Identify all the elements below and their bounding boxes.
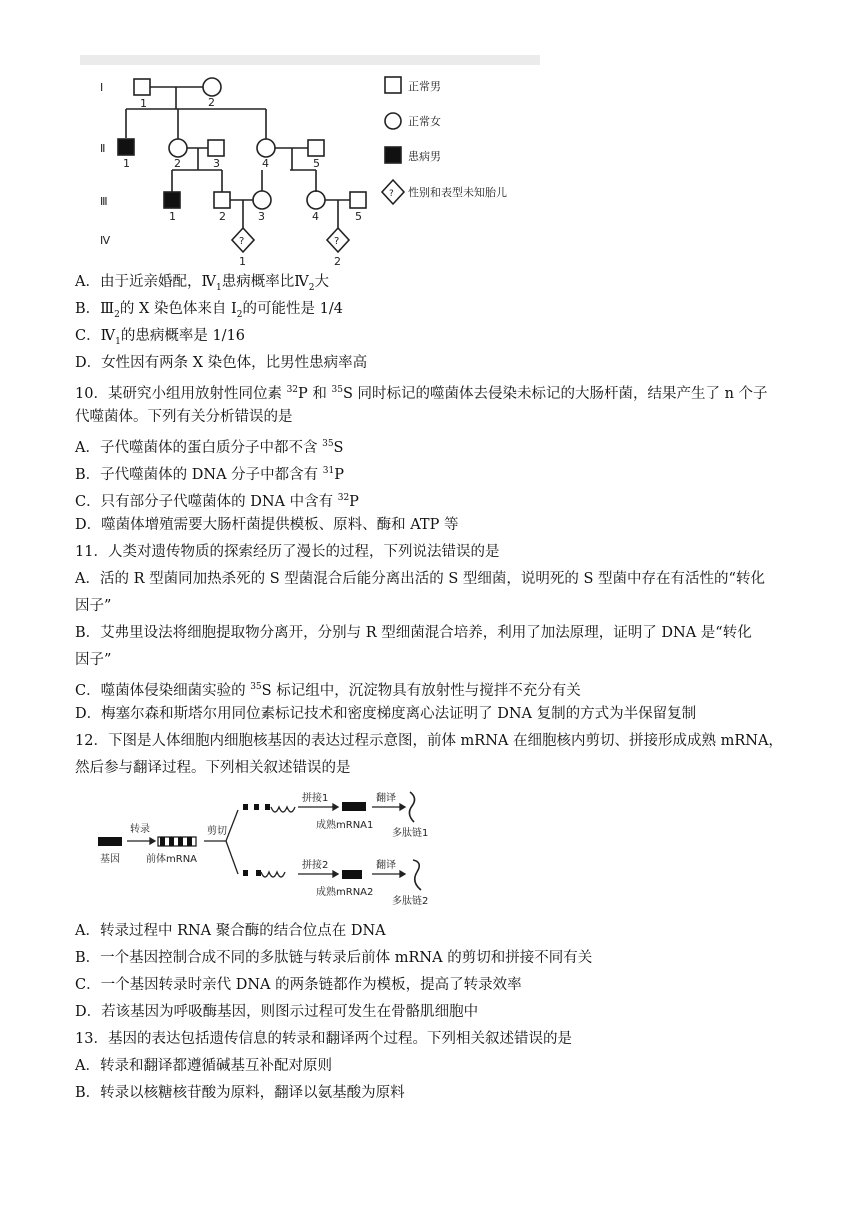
q12-stem-line2: 然后参与翻译过程。下列相关叙述错误的是	[75, 760, 351, 776]
ind-iv2: 2	[334, 255, 341, 268]
q13-option-b: B．转录以核糖核苷酸为原料，翻译以氨基酸为原料	[75, 1085, 405, 1101]
label-pre-mrna: 前体mRNA	[146, 854, 198, 865]
ind-iii1: 1	[169, 210, 176, 223]
q11-option-d: D．梅塞尔森和斯塔尔用同位素标记技术和密度梯度离心法证明了 DNA 复制的方式为半保留复制	[75, 706, 697, 722]
label-cut: 剪切	[207, 826, 227, 837]
ind-i2: 2	[208, 96, 215, 109]
q9-option-a: A．由于近亲婚配，$Ⅳ_1$患病概率比$Ⅳ_2$大	[75, 274, 329, 293]
q11-option-c: C．噬菌体侵染细菌实验的 $^{35}$S 标记组中，沉淀物具有放射性与搅拌不充分有关	[75, 682, 581, 699]
q12-option-d: D．若该基因为呼吸酶基因，则图示过程可发生在骨骼肌细胞中	[75, 1004, 479, 1020]
q12-option-c: C．一个基因转录时亲代 DNA 的两条链都作为模板，提高了转录效率	[75, 977, 522, 993]
gene-expression-diagram	[80, 782, 460, 912]
ind-ii4: 4	[262, 157, 269, 170]
q12-stem-line1: 12．下图是人体细胞内细胞核基因的表达过程示意图，前体 mRNA 在细胞核内剪切、拼接形成成熟 mRNA，	[75, 733, 783, 749]
fetus-mark-1: ?	[239, 236, 245, 247]
label-translate-1: 翻译	[376, 793, 396, 804]
ind-iii3: 3	[258, 210, 265, 223]
q11-option-a-line2: 因子”	[75, 598, 112, 614]
label-splice-1: 拼接1	[302, 793, 329, 804]
legend-affected-male: 患病男	[408, 150, 441, 163]
q10-stem: 10．某研究小组用放射性同位素 $^{32}$P 和 $^{35}$S 同时标记的噬菌体去侵染未标记的大肠杆菌，结果产生了 n 个子	[75, 385, 768, 402]
ind-iii2: 2	[219, 210, 226, 223]
q10-stem-line2: 代噬菌体。下列有关分析错误的是	[75, 409, 293, 425]
q10-option-d: D．噬菌体增殖需要大肠杆菌提供模板、原料、酶和 ATP 等	[75, 517, 459, 533]
gen-label-1: Ⅰ	[100, 81, 104, 94]
ind-ii1: 1	[123, 157, 130, 170]
fetus-mark-2: ?	[334, 236, 340, 247]
label-splice-2: 拼接2	[302, 860, 329, 871]
legend-fetus: 性别和表型未知胎儿	[408, 186, 507, 199]
ind-ii3: 3	[213, 157, 220, 170]
label-mature-mrna-2: 成熟mRNA2	[316, 887, 374, 898]
q12-option-b: B．一个基因控制合成不同的多肽链与转录后前体 mRNA 的剪切和拼接不同有关	[75, 950, 593, 966]
q10-option-b: B．子代噬菌体的 DNA 分子中都含有 $^{31}$P	[75, 466, 344, 483]
q10-option-c: C．只有部分子代噬菌体的 DNA 中含有 $^{32}$P	[75, 493, 359, 510]
q12-option-a: A．转录过程中 RNA 聚合酶的结合位点在 DNA	[75, 923, 386, 939]
ind-ii2: 2	[174, 157, 181, 170]
legend-fetus-mark: ?	[389, 189, 394, 199]
pedigree-chart	[80, 55, 540, 270]
label-gene: 基因	[100, 854, 120, 865]
q11-option-a-line1: A．活的 R 型菌同加热杀死的 S 型菌混合后能分离出活的 S 型细菌，说明死的 S 型菌中存在有活性的“转化	[75, 571, 765, 587]
ind-ii5: 5	[313, 157, 320, 170]
legend-normal-male: 正常男	[408, 80, 441, 93]
label-mature-mrna-1: 成熟mRNA1	[316, 820, 374, 831]
q13-option-a: A．转录和翻译都遵循碱基互补配对原则	[75, 1058, 332, 1074]
ind-i1: 1	[140, 97, 147, 110]
q11-stem: 11．人类对遗传物质的探索经历了漫长的过程，下列说法错误的是	[75, 544, 500, 560]
ind-iv1: 1	[239, 255, 246, 268]
label-transcribe: 转录	[130, 824, 150, 835]
q11-option-b-line2: 因子”	[75, 652, 112, 668]
gen-label-4: Ⅳ	[100, 234, 111, 247]
gen-label-3: Ⅲ	[100, 195, 108, 208]
q11-option-b-line1: B．艾弗里设法将细胞提取物分离开，分别与 R 型细菌混合培养，利用了加法原理，证明了 DNA 是“转化	[75, 625, 752, 641]
legend-normal-female: 正常女	[408, 115, 441, 128]
label-peptide-2: 多肽链2	[392, 896, 429, 907]
q9-option-d: D．女性因有两条 X 染色体，比男性患病率高	[75, 355, 368, 371]
ind-iii4: 4	[312, 210, 319, 223]
label-translate-2: 翻译	[376, 860, 396, 871]
q10-option-a: A．子代噬菌体的蛋白质分子中都不含 $^{35}$S	[75, 439, 344, 456]
gen-label-2: Ⅱ	[100, 142, 106, 155]
label-peptide-1: 多肽链1	[392, 828, 429, 839]
q13-stem: 13．基因的表达包括遗传信息的转录和翻译两个过程。下列相关叙述错误的是	[75, 1031, 572, 1047]
q9-option-c: C．$Ⅳ_1$的患病概率是 1/16	[75, 328, 246, 347]
q9-option-b: B．$Ⅲ_2$的 X 染色体来自 $I_2$的可能性是 1/4	[75, 301, 343, 320]
ind-iii5: 5	[355, 210, 362, 223]
